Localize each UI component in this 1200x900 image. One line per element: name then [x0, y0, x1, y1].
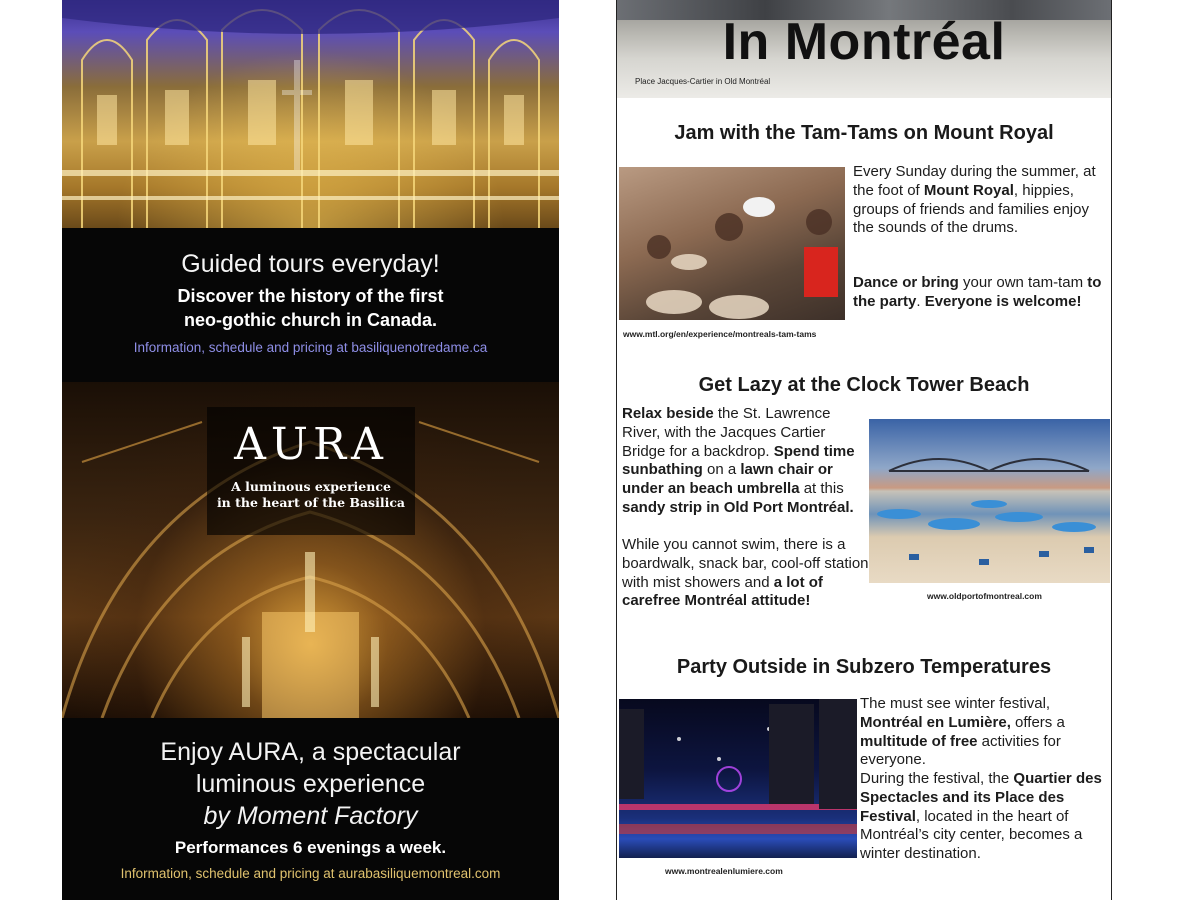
guided-tours-panel: [62, 228, 559, 382]
section-title-subzero-party: Party Outside in Subzero Temperatures: [676, 656, 1052, 678]
lumiere-url[interactable]: www.montrealenlumiere.com: [665, 866, 783, 876]
tours-headline: Guided tours everyday!: [181, 250, 440, 278]
tam-tams-paragraph-2: Dance or bring your own tam-tam to the party. Everyone is welcome!: [853, 274, 1102, 310]
beach-url[interactable]: www.oldportofmontreal.com: [927, 591, 1042, 601]
beach-paragraph-1: Relax beside the St. Lawrence River, with the Jacques Cartier Bridge for a backdrop. Spend time sunbathing on a lawn chair or under an beach umbrella at this sandy strip in Old Port Montréal.: [622, 405, 855, 516]
lumiere-paragraph-1: The must see winter festival, Montréal en Lumière, offers a multitude of free activities for everyone.: [860, 695, 1065, 769]
tours-subheading-line2: neo-gothic church in Canada.: [183, 310, 438, 330]
aura-info-link[interactable]: Information, schedule and pricing at aurabasiliquemontreal.com: [120, 866, 501, 881]
tam-tams-paragraph-1: Every Sunday during the summer, at the foot of Mount Royal, hippies, groups of friends and families enjoy the sounds of the drums.: [853, 163, 1096, 237]
aura-show-photo: [62, 382, 559, 718]
page-title: In Montréal: [722, 13, 1006, 71]
clock-tower-beach-photo: [869, 419, 1110, 583]
performance-schedule: Performances 6 evenings a week.: [174, 838, 447, 857]
hero-banner: [617, 0, 1111, 98]
beach-paragraph-2: While you cannot swim, there is a boardwalk, snack bar, cool-off station with mist showers and a lot of carefree Montréal attitude!: [622, 536, 869, 610]
tam-tams-url[interactable]: www.mtl.org/en/experience/montreals-tam-tams: [623, 329, 817, 339]
tours-subheading-line1: Discover the history of the first: [177, 286, 444, 306]
aura-tagline-line1: A luminous experience: [231, 479, 391, 494]
hero-caption: Place Jacques-Cartier in Old Montréal: [635, 77, 771, 86]
tam-tams-photo: [619, 167, 845, 320]
aura-promo-line3: by Moment Factory: [203, 802, 418, 830]
section-title-tam-tams: Jam with the Tam-Tams on Mount Royal: [674, 122, 1054, 144]
section-title-clock-tower-beach: Get Lazy at the Clock Tower Beach: [698, 374, 1030, 396]
montreal-en-lumiere-photo: [619, 699, 857, 858]
aura-promo-panel: [62, 718, 559, 900]
basilica-interior-photo: [62, 0, 559, 228]
tours-info-link[interactable]: Information, schedule and pricing at basiliquenotredame.ca: [133, 340, 488, 355]
montreal-article: [616, 0, 1112, 900]
aura-promo-line2: luminous experience: [195, 770, 426, 798]
aura-logo: AURA: [234, 419, 388, 470]
aura-tagline-line2: in the heart of the Basilica: [216, 495, 406, 510]
aura-promo-line1: Enjoy AURA, a spectacular: [160, 738, 461, 766]
basilica-ad: [62, 0, 559, 900]
aura-logo-panel: [207, 407, 415, 535]
lumiere-paragraph-2: During the festival, the Quartier des Spectacles and its Place des Festival, located in the heart of Montréal’s city center, becomes a winter destination.: [860, 770, 1102, 863]
